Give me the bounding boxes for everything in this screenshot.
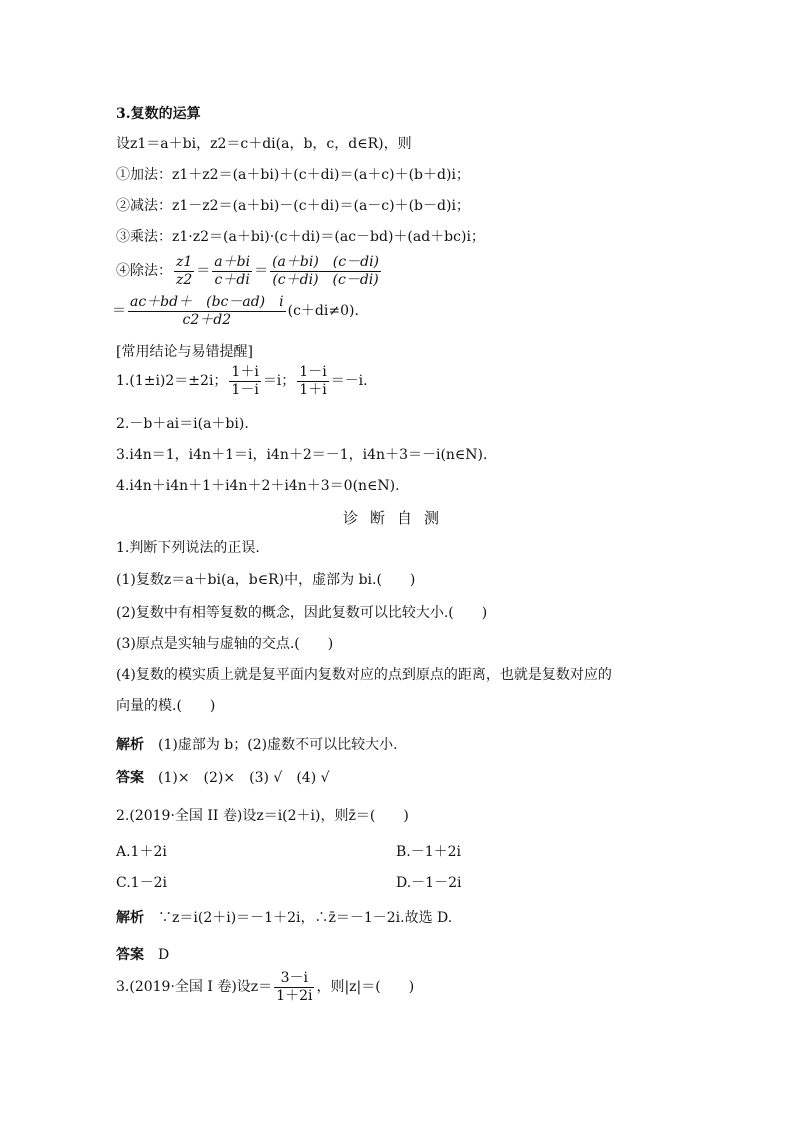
tip-3: 3.i4n＝1，i4n＋1＝i，i4n＋2＝－1，i4n＋3＝－i(n∈N). [116, 447, 488, 463]
addition-rule: ①加法：z1＋z2＝(a＋bi)＋(c＋di)＝(a＋c)＋(b＋d)i； [116, 167, 470, 183]
diagnostic-heading: 诊断自测 [342, 509, 451, 527]
question-1-item-4-cont: 向量的模.( ) [116, 698, 216, 714]
subtraction-rule: ②减法：z1－z2＝(a＋bi)－(c＋di)＝(a－c)＋(b－d)i； [116, 198, 470, 214]
q2-analysis: 解析 ∵z＝i(2＋i)＝－1＋2i，∴z̄＝－1－2i.故选 D. [116, 910, 453, 926]
question-1-item-3: (3)原点是实轴与虚轴的交点.( ) [116, 636, 334, 652]
division-label: ④除法： [116, 263, 172, 279]
question-1-item-2: (2)复数中有相等复数的概念，因此复数可以比较大小.( ) [116, 605, 488, 621]
q2-answer: 答案 D [116, 947, 170, 963]
tip-1: 1.(1±i)2＝±2i； $\frac{1+i}{1-i}$ ＝i； $\frac{1-i}{1+i}$ ＝－i. [116, 363, 368, 398]
setup-line: 设z1＝a＋bi，z2＝c＋di(a，b，c，d∈R)，则 [116, 136, 412, 152]
q2-option-c: C.1－2i [116, 875, 167, 891]
analysis-label: 解析 [116, 910, 144, 926]
q2-option-b: B.－1＋2i [396, 844, 462, 860]
tip-2: 2.－b＋ai＝i(a＋bi). [116, 416, 249, 432]
division-condition: (c＋di≠0). [287, 303, 359, 319]
multiplication-rule: ③乘法：z1·z2＝(a＋bi)·(c＋di)＝(ac－bd)＋(ad＋bc)i； [116, 229, 485, 245]
tip-4: 4.i4n＋i4n＋1＋i4n＋2＋i4n＋3＝0(n∈N). [116, 478, 400, 494]
tip-1-fraction-2: $\frac{1-i}{1+i}$ [299, 363, 327, 398]
analysis-label: 解析 [116, 737, 144, 753]
question-1-item-1: (1)复数z＝a＋bi(a，b∈R)中，虚部为 bi.( ) [116, 572, 416, 588]
question-1: 1.判断下列说法的正误. [116, 540, 260, 556]
section-title: 3.复数的运算 [116, 106, 201, 122]
tips-title: [常用结论与易错提醒] [116, 344, 253, 360]
division-fraction-1: $\frac{z1}{z2}$ [176, 253, 193, 288]
division-fraction-3: $\frac{(a+bi) (c-di)}{(c+di) (c-di)}$ [272, 253, 380, 288]
division-fraction-4: $\frac{ac+bd+ (bc-ad) i}{c2+d2}$ [130, 293, 284, 328]
division-result: ＝ $\frac{ac+bd+ (bc-ad) i}{c2+d2}$ (c＋di≠0). [112, 293, 359, 328]
q2-option-d: D.－1－2i [396, 875, 462, 891]
answer-label: 答案 [116, 947, 144, 963]
question-1-item-4: (4)复数的模实质上就是复平面内复数对应的点到原点的距离，也就是复数对应的 [116, 667, 612, 683]
tip-1-fraction-1: $\frac{1+i}{1-i}$ [231, 363, 259, 398]
q1-answer: 答案 (1)× (2)× (3) √ (4) √ [116, 770, 330, 786]
question-3: 3.(2019·全国 I 卷)设z＝ $\frac{3-i}{1+2i}$ ，则|z|＝( ) [116, 969, 415, 1004]
question-2: 2.(2019·全国 II 卷)设z＝i(2＋i)，则z̄＝( ) [116, 808, 409, 824]
q2-option-a: A.1＋2i [116, 844, 167, 860]
division-fraction-2: $\frac{a+bi}{c+di}$ [214, 253, 251, 288]
answer-label: 答案 [116, 770, 144, 786]
q1-analysis: 解析 (1)虚部为 b；(2)虚数不可以比较大小. [116, 737, 398, 753]
division-rule: ④除法： $\frac{z1}{z2}$ ＝ $\frac{a+bi}{c+di}$ ＝ $\frac{(a+bi) (c-di)}{(c+di) (c-di)}$ [116, 253, 380, 288]
q3-fraction: $\frac{3-i}{1+2i}$ [276, 969, 313, 1004]
